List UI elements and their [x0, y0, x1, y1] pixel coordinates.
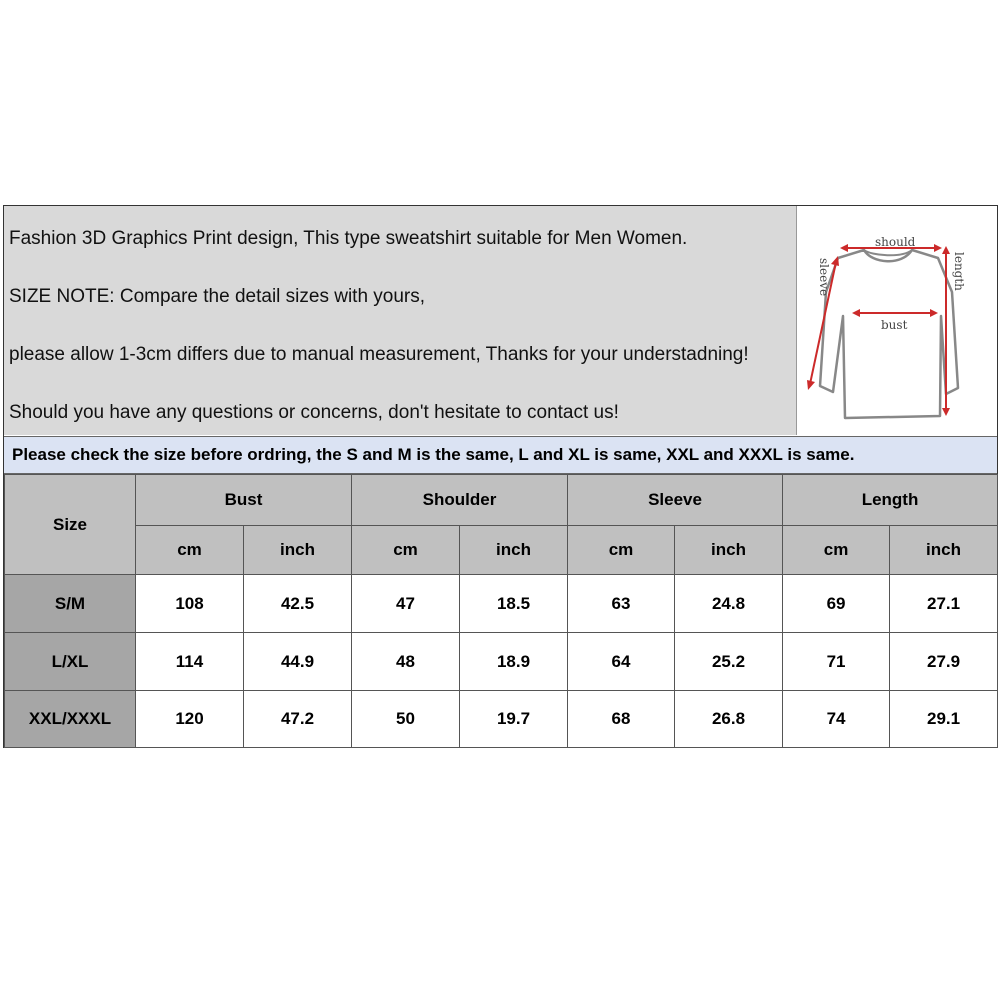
table-cell: 63: [568, 575, 675, 633]
table-cell: 25.2: [675, 633, 783, 691]
table-cell: 29.1: [890, 691, 998, 748]
table-cell: 47.2: [244, 691, 352, 748]
table-cell: 27.9: [890, 633, 998, 691]
sweatshirt-outline: [820, 250, 958, 418]
bust-header: Bust: [136, 475, 352, 526]
table-cell: 74: [783, 691, 890, 748]
size-column-header: Size: [5, 475, 136, 575]
unit-header: inch: [890, 526, 998, 575]
table-cell: 50: [352, 691, 460, 748]
shoulder-label: should: [875, 235, 916, 249]
shoulder-header: Shoulder: [352, 475, 568, 526]
table-cell: 42.5: [244, 575, 352, 633]
table-cell: 120: [136, 691, 244, 748]
table-cell: 27.1: [890, 575, 998, 633]
size-label: XXL/XXXL: [5, 691, 136, 748]
table-cell: 44.9: [244, 633, 352, 691]
note-line-3: please allow 1-3cm differs due to manual measurement, Thanks for your understadning!: [9, 344, 749, 365]
table-cell: 18.9: [460, 633, 568, 691]
unit-header: cm: [783, 526, 890, 575]
size-notice-banner: Please check the size before ordring, the S and M is the same, L and XL is same, XXL and XXXL is same.: [4, 436, 997, 474]
table-cell: 64: [568, 633, 675, 691]
bust-label: bust: [881, 318, 908, 332]
unit-header: cm: [568, 526, 675, 575]
table-cell: 26.8: [675, 691, 783, 748]
note-line-4: Should you have any questions or concerns, don't hesitate to contact us!: [9, 402, 619, 423]
size-chart: [3, 205, 998, 748]
table-header-row: [5, 475, 998, 526]
size-label: L/XL: [5, 633, 136, 691]
size-table: [4, 474, 998, 748]
table-cell: 69: [783, 575, 890, 633]
table-cell: 18.5: [460, 575, 568, 633]
unit-header-row: [5, 526, 998, 575]
note-line-1: Fashion 3D Graphics Print design, This type sweatshirt suitable for Men Women.: [9, 228, 688, 249]
table-cell: 68: [568, 691, 675, 748]
unit-header: inch: [244, 526, 352, 575]
table-cell: 19.7: [460, 691, 568, 748]
table-row: [5, 633, 998, 691]
sleeve-header: Sleeve: [568, 475, 783, 526]
table-row: [5, 575, 998, 633]
measurement-diagram: [798, 206, 997, 435]
unit-header: cm: [136, 526, 244, 575]
unit-header: cm: [352, 526, 460, 575]
unit-header: inch: [675, 526, 783, 575]
size-label: S/M: [5, 575, 136, 633]
table-cell: 108: [136, 575, 244, 633]
sleeve-label: sleeve: [817, 258, 831, 297]
table-cell: 114: [136, 633, 244, 691]
size-note-panel: [4, 206, 797, 435]
table-cell: 24.8: [675, 575, 783, 633]
sweatshirt-illustration: [798, 206, 997, 435]
table-row: [5, 691, 998, 748]
table-cell: 71: [783, 633, 890, 691]
length-header: Length: [783, 475, 998, 526]
unit-header: inch: [460, 526, 568, 575]
length-label: length: [952, 252, 966, 291]
table-cell: 47: [352, 575, 460, 633]
table-cell: 48: [352, 633, 460, 691]
note-line-2: SIZE NOTE: Compare the detail sizes with yours,: [9, 286, 426, 307]
